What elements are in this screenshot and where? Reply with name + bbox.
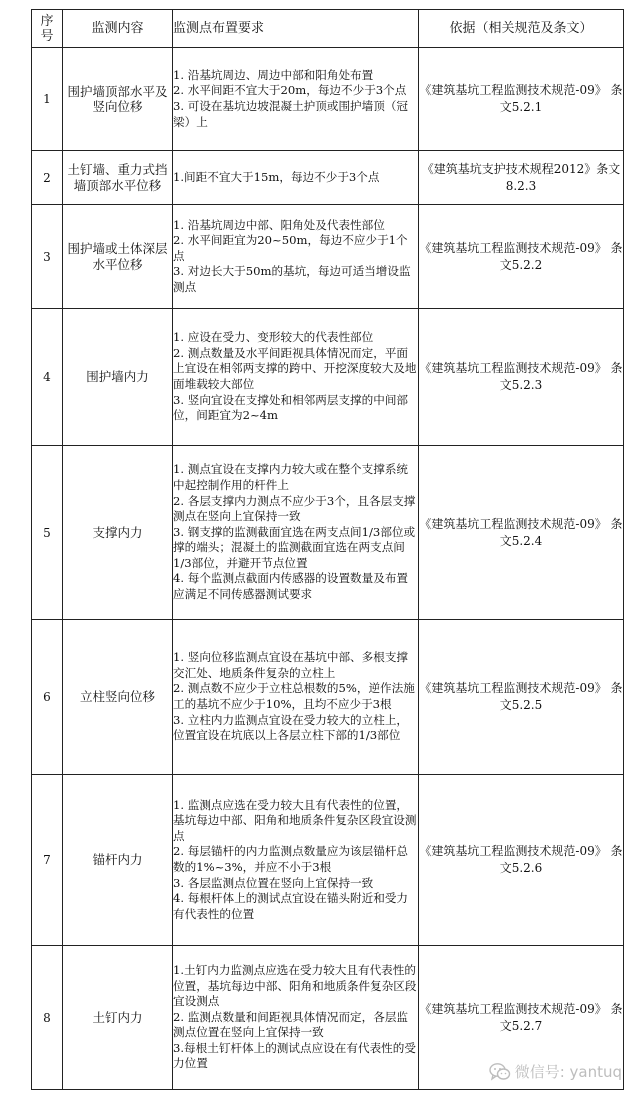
row-content: 支撑内力 bbox=[63, 446, 173, 620]
row-content: 锚杆内力 bbox=[63, 775, 173, 946]
row-basis: 《建筑基坑工程监测技术规范-09》 条文5.2.2 bbox=[419, 205, 624, 309]
header-basis-label: 依据（相关规范及条文） bbox=[449, 21, 593, 36]
row-requirement: 1.间距不宜大于15m，每边不少于3个点 bbox=[173, 151, 419, 205]
header-content-label: 监测内容 bbox=[91, 21, 144, 36]
row-requirement: 1. 竖向位移监测点宜设在基坑中部、多根支撑交汇处、地质条件复杂的立柱上 2. 测点数不应少于立柱总根数的5%，逆作法施工的基坑不应少于10%，且均不应少于3根 3. 立柱内力监测点宜设在受力较大的立柱上，位置宜设在坑底以上各层立柱下部的1/3部位 bbox=[173, 620, 419, 775]
row-content: 围护墙顶部水平及竖向位移 bbox=[63, 48, 173, 151]
row-basis: 《建筑基坑工程监测技术规范-09》 条文5.2.4 bbox=[419, 446, 624, 620]
table-row bbox=[32, 446, 624, 620]
header-basis bbox=[419, 10, 624, 48]
row-content: 土钉墙、重力式挡墙顶部水平位移 bbox=[63, 151, 173, 205]
row-index: 4 bbox=[32, 309, 63, 446]
row-content: 立柱竖向位移 bbox=[63, 620, 173, 775]
watermark bbox=[489, 1061, 622, 1082]
table-body bbox=[32, 48, 624, 1090]
wechat-icon bbox=[489, 1062, 511, 1082]
row-index: 6 bbox=[32, 620, 63, 775]
table-row bbox=[32, 205, 624, 309]
row-requirement: 1. 应设在受力、变形较大的代表性部位 2. 测点数量及水平间距视具体情况而定，平面上宜设在相邻两支撑的跨中、开挖深度较大及地面堆载较大部位 3. 竖向宜设在支撑处和相邻两层支撑的中间部位，间距宜为2~4m bbox=[173, 309, 419, 446]
monitoring-table bbox=[31, 9, 624, 1090]
table-row bbox=[32, 309, 624, 446]
row-content: 土钉内力 bbox=[63, 946, 173, 1090]
row-basis: 《建筑基坑工程监测技术规范-09》 条文5.2.7 bbox=[419, 946, 624, 1090]
row-requirement: 1. 沿基坑周边、周边中部和阳角处布置 2. 水平间距不宜大于20m，每边不少于3个点 3. 可设在基坑边坡混凝土护顶或围护墙顶（冠梁）上 bbox=[173, 48, 419, 151]
table-row bbox=[32, 48, 624, 151]
table-row bbox=[32, 620, 624, 775]
row-requirement: 1. 测点宜设在支撑内力较大或在整个支撑系统中起控制作用的杆件上 2. 各层支撑内力测点不应少于3个，且各层支撑测点在竖向上宜保持一致 3. 钢支撑的监测截面宜选在两支点间1/3部位或撑的端头；混凝土的监测截面宜选在两支点间1/3部位，并避开节点位置 4. 每个监测点截面内传感器的设置数量及布置应满足不同传感器测试要求 bbox=[173, 446, 419, 620]
header-index-label: 序 号 bbox=[40, 13, 54, 44]
watermark-text: 微信号: yantuq bbox=[514, 1063, 622, 1081]
row-index: 8 bbox=[32, 946, 63, 1090]
row-basis: 《建筑基坑工程监测技术规范-09》 条文5.2.6 bbox=[419, 775, 624, 946]
row-basis: 《建筑基坑支护技术规程2012》条文8.2.3 bbox=[419, 151, 624, 205]
row-basis: 《建筑基坑工程监测技术规范-09》 条文5.2.5 bbox=[419, 620, 624, 775]
row-index: 1 bbox=[32, 48, 63, 151]
row-basis: 《建筑基坑工程监测技术规范-09》 条文5.2.1 bbox=[419, 48, 624, 151]
row-requirement: 1. 监测点应选在受力较大且有代表性的位置，基坑每边中部、阳角和地质条件复杂区段宜设测点 2. 每层锚杆的内力监测点数量应为该层锚杆总数的1%~3%，并应不小于3根 3. 各层监测点位置在竖向上宜保持一致 4. 每根杆体上的测试点宜设在锚头附近和受力有代表性的位置 bbox=[173, 775, 419, 946]
header-row bbox=[32, 10, 624, 48]
row-index: 2 bbox=[32, 151, 63, 205]
row-requirement: 1. 沿基坑周边中部、阳角处及代表性部位 2. 水平间距宜为20~50m，每边不应少于1个点 3. 对边长大于50m的基坑，每边可适当增设监测点 bbox=[173, 205, 419, 309]
row-content: 围护墙内力 bbox=[63, 309, 173, 446]
row-index: 7 bbox=[32, 775, 63, 946]
row-basis: 《建筑基坑工程监测技术规范-09》 条文5.2.3 bbox=[419, 309, 624, 446]
table-row bbox=[32, 775, 624, 946]
header-requirement bbox=[173, 10, 419, 48]
row-index: 5 bbox=[32, 446, 63, 620]
row-content: 围护墙或土体深层水平位移 bbox=[63, 205, 173, 309]
header-requirement-label: 监测点布置要求 bbox=[173, 21, 265, 36]
table-row bbox=[32, 151, 624, 205]
header-index bbox=[32, 10, 63, 48]
header-content bbox=[63, 10, 173, 48]
row-index: 3 bbox=[32, 205, 63, 309]
row-requirement: 1.土钉内力监测点应选在受力较大且有代表性的位置，基坑每边中部、阳角和地质条件复杂区段宜设测点 2. 监测点数量和间距视具体情况而定，各层监测点位置在竖向上宜保持一致 3.每根土钉杆体上的测试点应设在有代表性的受力位置 bbox=[173, 946, 419, 1090]
